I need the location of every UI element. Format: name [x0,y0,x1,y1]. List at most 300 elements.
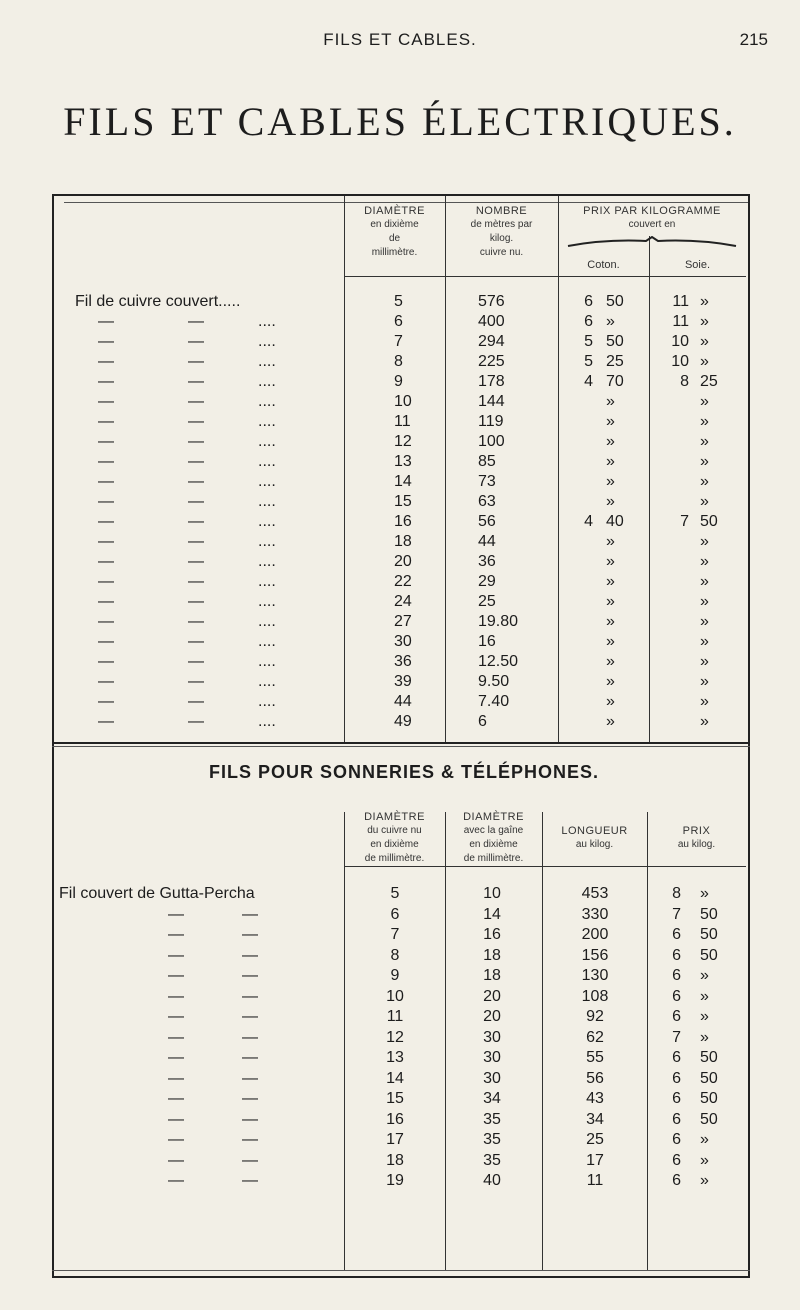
cell-nombre: 100 [478,433,505,450]
table-row [0,312,800,332]
cell-prix-dec: » [700,1028,709,1046]
ditto-mark: — [168,926,184,943]
ditto-mark: — [98,433,114,450]
cell-soie-dec: » [700,393,709,410]
ditto-mark: — [98,653,114,670]
table-row [0,612,800,632]
cell-soie-dec: » [700,653,709,670]
cell-diametre: 44 [394,693,412,710]
ditto-dots: .... [258,613,276,630]
row-label: Fil couvert de Gutta-Percha [59,885,255,902]
bottom-double-rule [52,1270,750,1271]
table-row [0,332,800,352]
cell-nombre: 7.40 [478,693,510,710]
table-row [0,1110,800,1130]
cell-diam-gaine: 30 [483,1069,501,1087]
cell-coton-dec: » [606,633,615,650]
ditto-dots: .... [258,653,276,670]
ditto-mark: — [98,453,114,470]
cell-diam-nu: 11 [386,1008,404,1025]
cell-coton-dec: » [606,553,615,570]
ditto-dots: .... [258,713,276,730]
cell-longueur: 330 [581,905,609,923]
ditto-dots: .... [258,313,276,330]
cell-diam-gaine: 35 [483,1131,501,1148]
cell-soie-int: 11 [672,313,689,330]
ditto-mark: — [188,353,204,370]
ditto-mark: — [188,393,204,410]
cell-coton-int: 4 [584,373,593,390]
cell-soie-dec: » [700,453,709,470]
t1-header-soie: Soie. [684,259,711,271]
cell-nombre: 63 [478,493,496,510]
ditto-mark: — [98,313,114,330]
cell-diam-nu: 10 [386,987,404,1005]
table-row [0,512,800,532]
ditto-mark: — [242,1028,258,1046]
cell-diametre: 18 [394,533,412,550]
cell-coton-dec: » [606,693,615,710]
cell-prix-dec: 50 [700,1110,718,1128]
table-row [0,1151,800,1171]
page-number: 215 [739,30,768,49]
table-row [0,392,800,412]
ditto-mark: — [242,905,258,923]
table-row [0,1089,800,1109]
cell-prix-int: 6 [672,926,681,943]
t1-header-prix: PRIX PAR KILOGRAMME couvert en [583,205,721,230]
cell-coton-dec: » [606,393,615,410]
frame-double-rule [64,202,748,203]
cell-diametre: 36 [394,653,412,670]
ditto-dots: .... [258,553,276,570]
cell-diam-nu: 16 [386,1110,404,1128]
t1-header-coton: Coton. [587,259,620,271]
cell-prix-dec: » [700,1151,709,1169]
cell-longueur: 11 [586,1172,604,1189]
table-row [0,432,800,452]
ditto-mark: — [168,1028,184,1046]
cell-coton-dec: » [606,573,615,590]
cell-prix-int: 8 [672,885,681,902]
t2-header-longueur: LONGUEUR au kilog. [561,825,628,850]
ditto-mark: — [168,1049,184,1066]
cell-diam-gaine: 10 [483,885,501,902]
cell-coton-int: 6 [584,293,593,310]
ditto-mark: — [242,1090,258,1107]
cell-longueur: 200 [581,926,609,943]
ditto-dots: .... [258,673,276,690]
cell-soie-int: 7 [680,513,689,530]
ditto-mark: — [168,987,184,1005]
cell-diametre: 22 [394,573,412,590]
ditto-mark: — [188,613,204,630]
cell-diametre: 14 [394,473,412,490]
cell-coton-dec: » [606,533,615,550]
cell-coton-dec: 70 [606,373,624,390]
cell-prix-dec: » [700,1172,709,1189]
cell-coton-int: 5 [584,333,593,350]
cell-diametre: 8 [394,353,403,370]
cell-diam-gaine: 20 [483,1008,501,1025]
cell-prix-dec: 50 [700,926,718,943]
cell-diametre: 20 [394,553,412,570]
cell-diametre: 39 [394,673,412,690]
table-row [0,592,800,612]
running-head [0,30,800,54]
ditto-mark: — [188,413,204,430]
table-row [0,532,800,552]
table-row [0,572,800,592]
cell-diam-gaine: 18 [483,967,501,984]
ditto-mark: — [188,333,204,350]
cell-nombre: 16 [478,633,496,650]
ditto-mark: — [242,926,258,943]
t2-header-diam-nu: DIAMÈTRE du cuivre nu en dixième de millimètre. [364,811,425,864]
cell-soie-dec: » [700,533,709,550]
ditto-mark: — [188,473,204,490]
cell-diam-gaine: 30 [483,1028,501,1046]
table-row [0,1028,800,1048]
ditto-mark: — [188,373,204,390]
cell-prix-int: 6 [672,1069,681,1087]
cell-prix-int: 6 [672,967,681,984]
ditto-mark: — [188,433,204,450]
cell-diam-gaine: 14 [483,905,501,923]
cell-longueur: 56 [586,1069,604,1087]
cell-prix-int: 6 [672,1172,681,1189]
cell-diam-nu: 14 [386,1069,404,1087]
cell-prix-int: 6 [672,1049,681,1066]
ditto-mark: — [98,493,114,510]
cell-prix-int: 6 [672,946,681,964]
cell-diam-nu: 17 [386,1131,404,1148]
section-divider-double [52,746,750,747]
cell-coton-dec: 25 [606,353,624,370]
cell-coton-dec: » [606,453,615,470]
ditto-dots: .... [258,693,276,710]
cell-soie-dec: » [700,553,709,570]
cell-longueur: 92 [586,1008,604,1025]
cell-diametre: 9 [394,373,403,390]
cell-diam-gaine: 16 [483,926,501,943]
ditto-mark: — [98,553,114,570]
t1-header-diametre: DIAMÈTRE en dixième de millimètre. [364,205,425,258]
ditto-mark: — [242,1172,258,1189]
cell-coton-int: 6 [584,313,593,330]
cell-nombre: 12.50 [478,653,519,670]
cell-nombre: 178 [478,373,505,390]
ditto-mark: — [168,905,184,923]
cell-soie-dec: » [700,593,709,610]
cell-diametre: 30 [394,633,412,650]
cell-coton-dec: » [606,653,615,670]
ditto-mark: — [98,473,114,490]
cell-diam-gaine: 35 [483,1151,501,1169]
table-row [0,1007,800,1027]
ditto-mark: — [242,1110,258,1128]
cell-coton-int: 5 [584,353,593,370]
ditto-mark: — [168,1090,184,1107]
cell-soie-dec: » [700,433,709,450]
cell-coton-dec: 50 [606,293,624,310]
cell-prix-int: 7 [672,1028,681,1046]
cell-prix-dec: » [700,967,709,984]
cell-diametre: 7 [394,333,403,350]
cell-prix-dec: 50 [700,1090,718,1107]
cell-diametre: 49 [394,713,412,730]
section-title: FILS POUR SONNERIES & TÉLÉPHONES. [208,762,600,782]
cell-coton-dec: » [606,413,615,430]
cell-prix-dec: 50 [700,946,718,964]
table-row [0,292,800,312]
cell-nombre: 9.50 [478,673,510,690]
cell-nombre: 144 [478,393,505,410]
ditto-mark: — [98,593,114,610]
cell-soie-dec: » [700,673,709,690]
cell-diam-nu: 12 [386,1028,404,1046]
ditto-mark: — [188,573,204,590]
cell-longueur: 62 [586,1028,604,1046]
table-row [0,1069,800,1089]
ditto-mark: — [242,1151,258,1169]
cell-diametre: 16 [394,513,412,530]
table-row [0,946,800,966]
cell-diametre: 15 [394,493,412,510]
cell-nombre: 6 [478,713,487,730]
table-row [0,966,800,986]
ditto-mark: — [242,1049,258,1066]
cell-diam-gaine: 20 [483,987,501,1005]
cell-diametre: 13 [394,453,412,470]
cell-soie-int: 8 [680,373,689,390]
ditto-mark: — [188,593,204,610]
ditto-mark: — [188,533,204,550]
cell-prix-int: 6 [672,1131,681,1148]
ditto-dots: .... [258,533,276,550]
table-row [0,925,800,945]
cell-diam-nu: 5 [390,885,400,902]
cell-prix-dec: » [700,885,709,902]
table-row [0,632,800,652]
table-row [0,672,800,692]
cell-diam-nu: 18 [386,1151,404,1169]
ditto-mark: — [168,1008,184,1025]
cell-prix-dec: » [700,1008,709,1025]
table-row [0,1130,800,1150]
table-row [0,1048,800,1068]
ditto-dots: .... [258,373,276,390]
cell-soie-dec: » [700,333,709,350]
ditto-dots: .... [258,413,276,430]
cell-nombre: 225 [478,353,505,370]
table-row [0,372,800,392]
cell-prix-int: 6 [672,1008,681,1025]
cell-diam-nu: 19 [386,1172,404,1189]
t2-header-diam-gaine: DIAMÈTRE avec la gaîne en dixième de millimètre. [463,811,524,864]
cell-diametre: 11 [394,413,411,430]
table-row [0,472,800,492]
cell-nombre: 36 [478,553,496,570]
cell-longueur: 25 [586,1131,604,1148]
ditto-mark: — [188,673,204,690]
cell-soie-dec: » [700,313,709,330]
cell-nombre: 119 [478,413,504,430]
cell-soie-dec: » [700,353,709,370]
cell-soie-dec: 50 [700,513,718,530]
ditto-mark: — [242,1008,258,1025]
cell-coton-dec: » [606,593,615,610]
ditto-dots: .... [258,633,276,650]
table-row [0,452,800,472]
ditto-mark: — [98,613,114,630]
cell-diam-gaine: 34 [483,1090,501,1107]
ditto-dots: .... [258,433,276,450]
table-row [0,412,800,432]
cell-prix-int: 6 [672,1151,681,1169]
table-row [0,652,800,672]
ditto-dots: .... [258,473,276,490]
cell-coton-dec: » [606,613,615,630]
ditto-mark: — [98,333,114,350]
cell-prix-dec: 50 [700,1069,718,1087]
ditto-dots: .... [258,393,276,410]
section-divider [52,742,750,744]
table-row [0,692,800,712]
cell-soie-int: 10 [671,333,689,350]
cell-prix-dec: 50 [700,1049,718,1066]
ditto-mark: — [98,413,114,430]
ditto-mark: — [98,673,114,690]
ditto-mark: — [188,553,204,570]
cell-diam-gaine: 40 [483,1172,501,1189]
cell-longueur: 130 [581,967,609,984]
ditto-mark: — [98,513,114,530]
cell-prix-int: 7 [672,905,681,923]
ditto-dots: .... [258,573,276,590]
ditto-mark: — [188,693,204,710]
cell-coton-dec: » [606,433,615,450]
ditto-mark: — [188,493,204,510]
ditto-dots: .... [258,333,276,350]
t2-header-rule [344,866,746,867]
cell-soie-dec: » [700,493,709,510]
ditto-mark: — [168,1131,184,1148]
cell-soie-dec: » [700,713,709,730]
cell-soie-dec: » [700,613,709,630]
cell-diam-gaine: 35 [483,1110,501,1128]
table-row [0,352,800,372]
ditto-mark: — [168,967,184,984]
cell-diam-nu: 6 [390,905,400,923]
cell-nombre: 85 [478,453,496,470]
cell-soie-dec: » [700,413,709,430]
ditto-mark: — [188,653,204,670]
cell-soie-dec: » [700,473,709,490]
cell-diametre: 6 [394,313,403,330]
cell-nombre: 25 [478,593,496,610]
cell-prix-dec: 50 [700,905,718,923]
cell-soie-int: 11 [672,293,689,310]
ditto-mark: — [168,1151,184,1169]
ditto-mark: — [168,1110,184,1128]
ditto-mark: — [188,453,204,470]
ditto-dots: .... [258,513,276,530]
ditto-mark: — [98,393,114,410]
ditto-mark: — [168,1172,184,1189]
cell-longueur: 156 [581,946,609,964]
cell-longueur: 17 [586,1151,604,1169]
ditto-mark: — [98,573,114,590]
ditto-mark: — [188,313,204,330]
cell-soie-dec: » [700,293,709,310]
cell-soie-int: 10 [671,353,689,370]
cell-prix-int: 6 [672,987,681,1005]
cell-longueur: 108 [581,987,609,1005]
page-title: FILS ET CABLES ÉLECTRIQUES. [63,99,737,144]
cell-nombre: 29 [478,573,496,590]
ditto-mark: — [98,533,114,550]
table-row [0,884,800,904]
cell-coton-dec: 50 [606,333,624,350]
t1-header-rule [344,276,746,277]
cell-soie-dec: » [700,573,709,590]
cell-nombre: 44 [478,533,496,550]
ditto-dots: .... [258,493,276,510]
cell-nombre: 73 [478,473,496,490]
ditto-dots: .... [258,593,276,610]
cell-nombre: 400 [478,313,505,330]
ditto-mark: — [242,1131,258,1148]
ditto-dots: .... [258,453,276,470]
ditto-mark: — [188,713,204,730]
ditto-mark: — [242,946,258,964]
cell-nombre: 19.80 [478,613,519,630]
t2-header-prix: PRIX au kilog. [677,825,716,850]
row-label: Fil de cuivre couvert..... [75,293,241,310]
ditto-mark: — [242,967,258,984]
cell-prix-int: 6 [672,1110,681,1128]
ditto-dots: .... [258,353,276,370]
ditto-mark: — [168,946,184,964]
cell-diam-nu: 7 [390,926,400,943]
table-row [0,1171,800,1191]
cell-diametre: 12 [394,433,412,450]
cell-diam-nu: 13 [386,1049,404,1066]
t1-header-nombre: NOMBRE de mètres par kilog. cuivre nu. [470,205,533,258]
cell-coton-dec: » [606,473,615,490]
cell-diam-gaine: 30 [483,1049,501,1066]
cell-soie-dec: » [700,693,709,710]
cell-longueur: 43 [586,1090,604,1107]
ditto-mark: — [98,373,114,390]
cell-coton-dec: 40 [606,513,624,530]
ditto-mark: — [98,713,114,730]
ditto-mark: — [98,693,114,710]
cell-longueur: 34 [586,1110,604,1128]
cell-prix-dec: » [700,987,709,1005]
cell-diam-nu: 8 [390,946,400,964]
ditto-mark: — [242,987,258,1005]
cell-nombre: 576 [478,293,505,310]
ditto-mark: — [168,1069,184,1087]
table-row [0,905,800,925]
cell-coton-dec: » [606,313,615,330]
cell-longueur: 453 [581,885,609,902]
table-row [0,987,800,1007]
cell-coton-int: 4 [584,513,593,530]
header-brace [566,236,738,248]
